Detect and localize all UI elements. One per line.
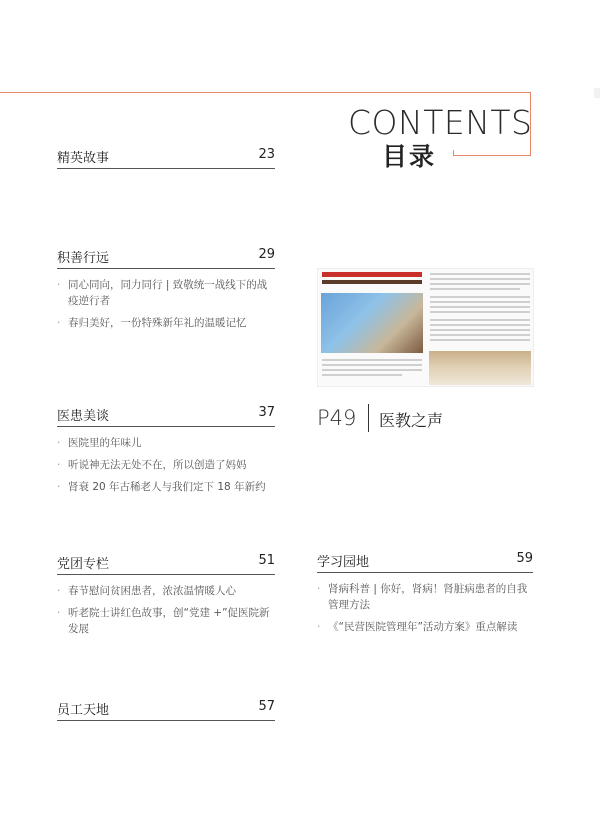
list-item[interactable]: · 肾病科普 | 你好，肾病！肾脏病患者的自我管理方法 <box>317 583 528 611</box>
thumbnail-left-page <box>318 269 426 386</box>
section-elite-stories[interactable] <box>57 147 275 167</box>
section-title: 积善行远 <box>57 251 110 266</box>
list-item[interactable]: · 医院里的年味儿 <box>57 437 142 449</box>
list-item[interactable]: · 春节慰问贫困患者，浓浓温情暖人心 <box>57 585 236 597</box>
section-title: 医患美谈 <box>57 409 110 424</box>
list-item[interactable]: · 春归美好，一份特殊新年礼的温暖记忆 <box>57 317 247 329</box>
feature-page-number: P49 <box>317 406 357 430</box>
section-page-number: 57 <box>258 699 275 714</box>
article-thumbnail <box>317 268 534 387</box>
section-doctor-patient[interactable] <box>57 405 275 493</box>
decorative-line <box>453 155 531 156</box>
section-divider <box>57 268 275 269</box>
section-learning[interactable] <box>317 551 533 633</box>
feature-title: 医教之声 <box>379 411 444 430</box>
section-divider <box>57 720 275 721</box>
section-page-number: 37 <box>258 405 275 420</box>
page-edge-mark <box>594 88 600 98</box>
section-staff[interactable] <box>57 699 275 719</box>
section-title: 学习园地 <box>317 555 370 570</box>
section-page-number: 51 <box>258 553 275 568</box>
section-divider <box>57 426 275 427</box>
list-item[interactable]: · 《“民营医院管理年”活动方案》重点解读 <box>317 621 518 633</box>
feature-divider <box>368 404 369 432</box>
list-item[interactable]: · 同心同向，同力同行 | 致敬统一战线下的战疫逆行者 <box>57 279 268 307</box>
audience-photo <box>429 351 531 385</box>
decorative-line <box>453 150 454 156</box>
section-page-number: 29 <box>258 247 275 262</box>
list-item[interactable]: · 肾衰 20 年古稀老人与我们定下 18 年新约 <box>57 481 266 493</box>
section-title: 党团专栏 <box>57 557 110 572</box>
section-page-number: 23 <box>258 147 275 162</box>
contents-title-cn: 目录 <box>382 142 437 171</box>
section-title: 精英故事 <box>57 151 110 166</box>
section-title: 员工天地 <box>57 703 110 718</box>
decorative-line <box>0 92 531 93</box>
section-divider <box>317 572 533 573</box>
list-item[interactable]: · 听说神无法无处不在，所以创造了妈妈 <box>57 459 247 471</box>
section-divider <box>57 574 275 575</box>
thumbnail-right-page <box>427 269 533 386</box>
section-party[interactable] <box>57 553 275 635</box>
meeting-photo <box>321 293 423 353</box>
contents-title-en: CONTENTS <box>348 103 533 142</box>
section-page-number: 59 <box>516 551 533 566</box>
section-charity[interactable] <box>57 247 275 329</box>
list-item[interactable]: · 听老院士讲红色故事，创“党建 +”促医院新发展 <box>57 607 270 635</box>
section-divider <box>57 168 275 169</box>
